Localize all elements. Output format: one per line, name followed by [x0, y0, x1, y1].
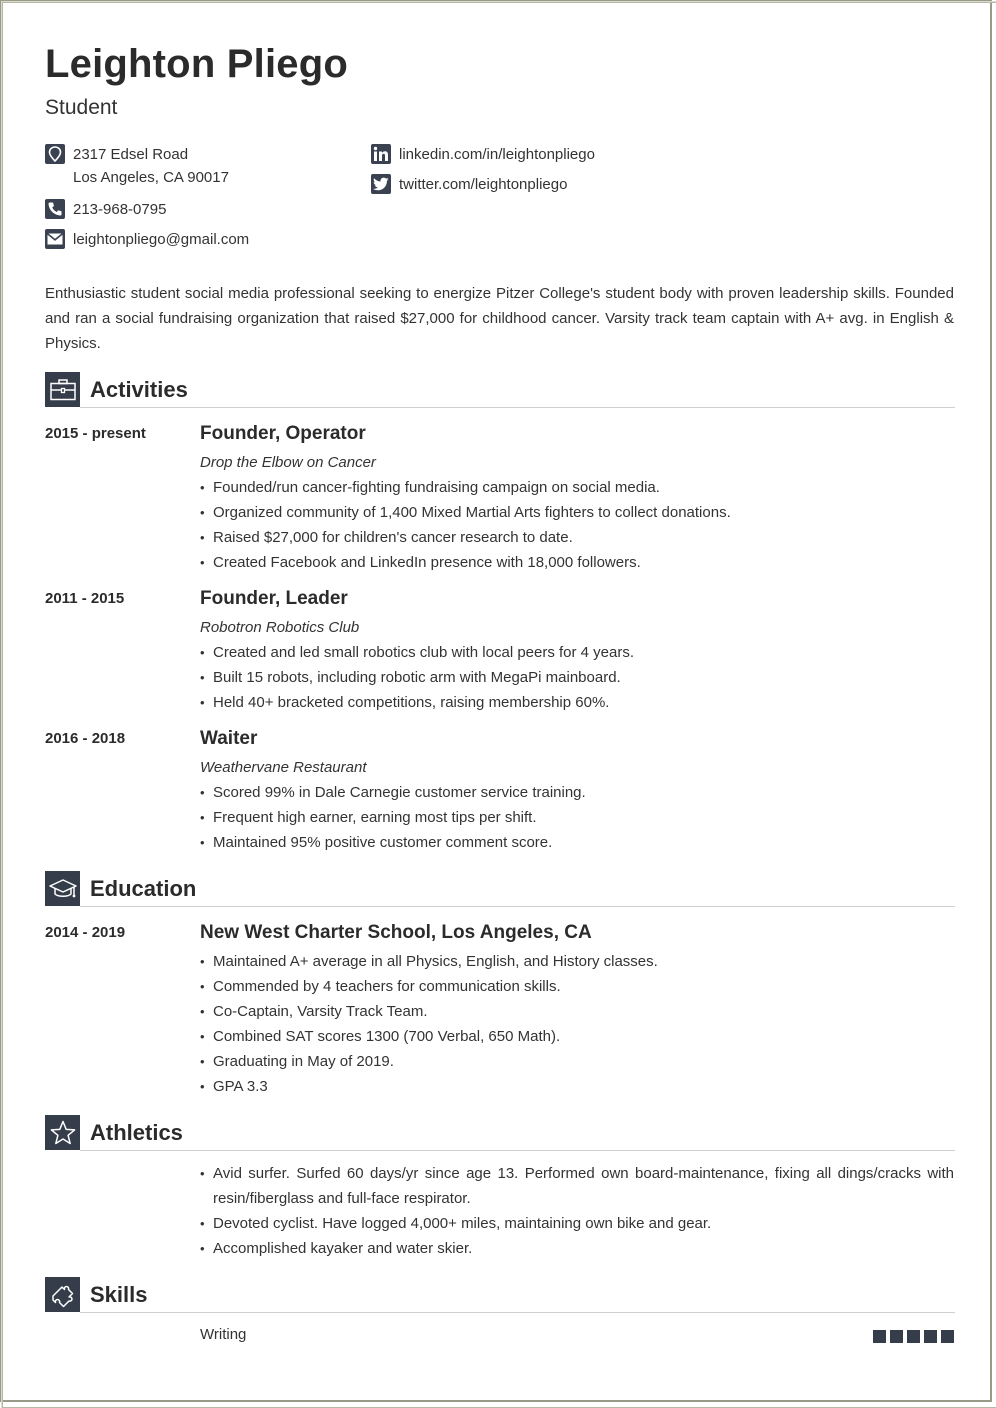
activity-dates: 2016 - 2018: [45, 730, 126, 747]
email-address[interactable]: leightonpliego@gmail.com: [73, 230, 250, 248]
star-icon: [45, 1115, 80, 1150]
activities-title: Activities: [90, 377, 188, 402]
linkedin-icon: [371, 144, 391, 164]
section-divider: [80, 1150, 955, 1151]
activity-bullets: [200, 780, 954, 855]
list-item: • Maintained A+ average in all Physics, English, and History classes.: [200, 949, 954, 974]
activity-bullets: [200, 640, 954, 715]
list-item: • Built 15 robots, including robotic arm with MegaPi mainboard.: [200, 665, 954, 690]
twitter-url[interactable]: twitter.com/leightonpliego: [399, 175, 568, 193]
twitter-icon: [371, 174, 391, 194]
contact-twitter: [371, 174, 567, 194]
activity-org: Drop the Elbow on Cancer: [200, 454, 376, 471]
skill-name: Writing: [200, 1326, 247, 1343]
list-item: • Frequent high earner, earning most tips per shift.: [200, 805, 954, 830]
list-item: • Founded/run cancer-fighting fundraising campaign on social media.: [200, 475, 954, 500]
contact-address: [45, 144, 188, 164]
location-pin-icon: [45, 144, 65, 164]
puzzle-piece-icon: [45, 1277, 80, 1312]
activity-role: Waiter: [200, 728, 258, 749]
education-section-header: [45, 871, 955, 907]
skill-level-indicator: [873, 1330, 954, 1343]
list-item: • Commended by 4 teachers for communication skills.: [200, 974, 954, 999]
list-item: • Co-Captain, Varsity Track Team.: [200, 999, 954, 1024]
list-item: • Maintained 95% positive customer comment score.: [200, 830, 954, 855]
activity-dates: 2011 - 2015: [45, 590, 125, 607]
resume-title: Student: [45, 96, 118, 119]
list-item: • Devoted cyclist. Have logged 4,000+ miles, maintaining own bike and gear.: [200, 1211, 954, 1236]
athletics-bullets: [200, 1161, 954, 1261]
list-item: • Scored 99% in Dale Carnegie customer service training.: [200, 780, 954, 805]
briefcase-icon: [45, 372, 80, 407]
skill-level-square: [924, 1330, 937, 1343]
list-item: • Held 40+ bracketed competitions, raising membership 60%.: [200, 690, 954, 715]
activity-dates: 2015 - present: [45, 425, 146, 442]
list-item: • Graduating in May of 2019.: [200, 1049, 954, 1074]
list-item: • Combined SAT scores 1300 (700 Verbal, 650 Math).: [200, 1024, 954, 1049]
list-item: • GPA 3.3: [200, 1074, 954, 1099]
skills-title: Skills: [90, 1282, 148, 1307]
phone-icon: [45, 199, 65, 219]
summary-paragraph: Enthusiastic student social media professional seeking to energize Pitzer College's student body with proven leadership skills. Founded and ran a social fundraising organization that raised $27,000 for childhood cancer. Varsity track team captain with A+ avg. in English & Physics.: [45, 285, 954, 352]
section-divider: [80, 407, 955, 408]
address-line-1: 2317 Edsel Road: [73, 145, 189, 163]
list-item: • Raised $27,000 for children's cancer research to date.: [200, 525, 954, 550]
skill-level-square: [873, 1330, 886, 1343]
graduation-cap-icon: [45, 871, 80, 906]
contact-phone: [45, 199, 166, 219]
athletics-title: Athletics: [90, 1120, 183, 1145]
list-item: • Organized community of 1,400 Mixed Martial Arts fighters to collect donations.: [200, 500, 954, 525]
activity-role: Founder, Operator: [200, 423, 366, 444]
list-item: • Avid surfer. Surfed 60 days/yr since age 13. Performed own board-maintenance, fixing all dings/cracks with resin/fiberglass and full-face respirator.: [200, 1161, 954, 1211]
contact-email: [45, 229, 249, 249]
list-item: • Created and led small robotics club with local peers for 4 years.: [200, 640, 954, 665]
resume-name: Leighton Pliego: [45, 42, 348, 86]
email-icon: [45, 229, 65, 249]
skill-level-square: [907, 1330, 920, 1343]
skill-level-square: [890, 1330, 903, 1343]
list-item: • Accomplished kayaker and water skier.: [200, 1236, 954, 1261]
activity-org: Robotron Robotics Club: [200, 619, 360, 636]
address-line-2: Los Angeles, CA 90017: [73, 169, 229, 186]
linkedin-url[interactable]: linkedin.com/in/leightonpliego: [399, 145, 595, 163]
list-item: • Created Facebook and LinkedIn presence with 18,000 followers.: [200, 550, 954, 575]
section-divider: [80, 1312, 955, 1313]
education-title: Education: [90, 876, 197, 901]
skill-level-square: [941, 1330, 954, 1343]
contact-address-line-2: [73, 169, 229, 186]
skills-section-header: [45, 1277, 955, 1313]
contact-linkedin: [371, 144, 595, 164]
activities-section-header: [45, 372, 955, 408]
activity-role: Founder, Leader: [200, 588, 348, 609]
activity-bullets: [200, 475, 954, 575]
education-school: New West Charter School, Los Angeles, CA: [200, 922, 592, 943]
section-divider: [80, 906, 955, 907]
activity-org: Weathervane Restaurant: [200, 759, 367, 776]
athletics-section-header: [45, 1115, 955, 1151]
phone-number[interactable]: 213-968-0795: [73, 200, 167, 218]
education-dates: 2014 - 2019: [45, 924, 126, 941]
education-bullets: [200, 949, 954, 1099]
